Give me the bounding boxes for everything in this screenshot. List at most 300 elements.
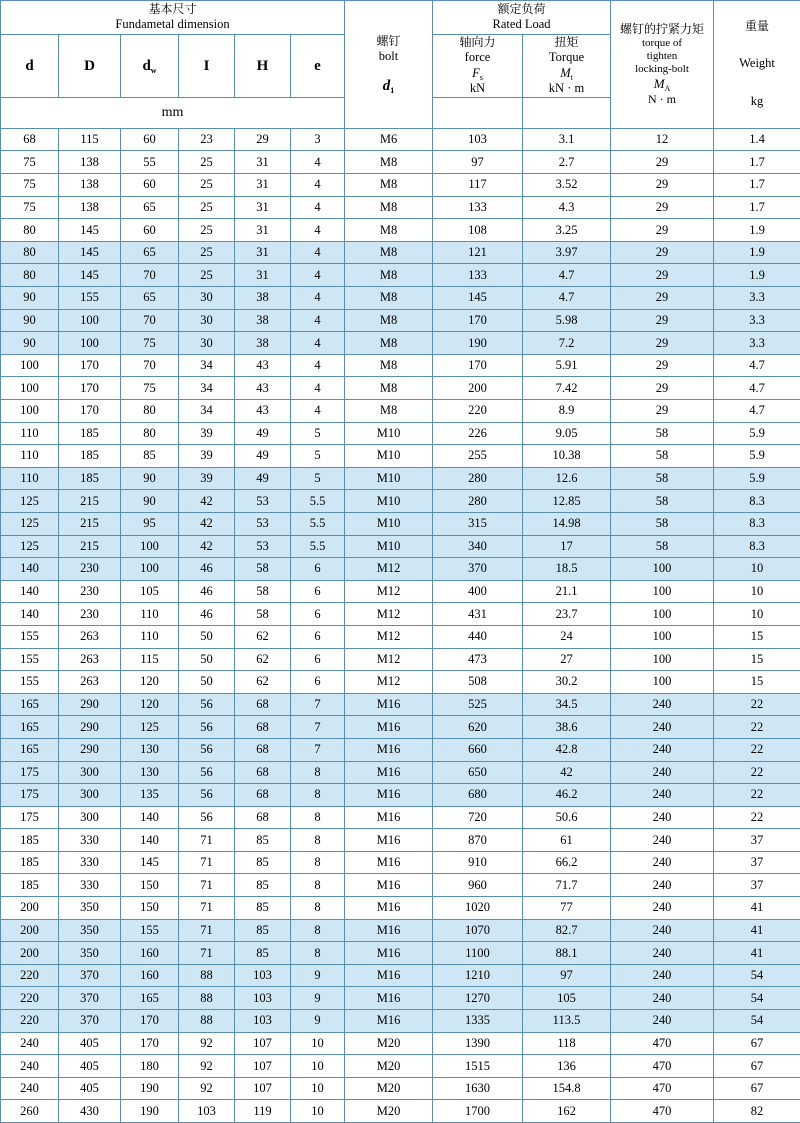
table-cell: 34.5 xyxy=(523,693,611,716)
table-cell: 9 xyxy=(291,1010,345,1033)
table-cell: 1335 xyxy=(433,1010,523,1033)
table-row xyxy=(1,535,800,558)
table-cell: 220 xyxy=(433,400,523,423)
table-cell: 46 xyxy=(179,580,235,603)
table-cell: M12 xyxy=(345,648,433,671)
table-cell: 5.5 xyxy=(291,535,345,558)
table-cell: 56 xyxy=(179,806,235,829)
header-col-force-en: force xyxy=(433,50,522,66)
table-cell: 82.7 xyxy=(523,919,611,942)
table-cell: 85 xyxy=(235,851,291,874)
table-cell: 46 xyxy=(179,603,235,626)
table-cell: 100 xyxy=(611,558,714,581)
table-cell: 60 xyxy=(121,219,179,242)
table-cell: 68 xyxy=(235,761,291,784)
table-cell: 34 xyxy=(179,400,235,423)
table-cell: 120 xyxy=(121,671,179,694)
table-cell: 215 xyxy=(59,535,121,558)
header-tighten-torque-cn: 螺钉的拧紧力矩 xyxy=(611,22,713,37)
table-cell: 1.7 xyxy=(714,174,800,197)
table-cell: 240 xyxy=(611,897,714,920)
header-col-I xyxy=(179,35,235,98)
table-cell: 240 xyxy=(611,806,714,829)
table-cell: 5.5 xyxy=(291,490,345,513)
table-cell: 31 xyxy=(235,219,291,242)
table-cell: 240 xyxy=(611,964,714,987)
table-cell: M12 xyxy=(345,580,433,603)
table-cell: 140 xyxy=(1,603,59,626)
table-row xyxy=(1,580,800,603)
table-cell: 25 xyxy=(179,219,235,242)
table-row xyxy=(1,422,800,445)
table-cell: 7 xyxy=(291,693,345,716)
table-cell: M16 xyxy=(345,964,433,987)
table-cell: 240 xyxy=(611,784,714,807)
table-cell: 150 xyxy=(121,897,179,920)
table-cell: 34 xyxy=(179,377,235,400)
table-cell: 7.2 xyxy=(523,332,611,355)
table-cell: 6 xyxy=(291,558,345,581)
table-cell: M20 xyxy=(345,1032,433,1055)
table-cell: 100 xyxy=(59,332,121,355)
table-cell: 8.3 xyxy=(714,490,800,513)
table-row xyxy=(1,400,800,423)
table-cell: 54 xyxy=(714,987,800,1010)
table-cell: 200 xyxy=(1,919,59,942)
table-cell: 34 xyxy=(179,354,235,377)
table-cell: M10 xyxy=(345,512,433,535)
table-cell: 42 xyxy=(523,761,611,784)
table-cell: 75 xyxy=(121,377,179,400)
table-cell: M8 xyxy=(345,400,433,423)
table-cell: 125 xyxy=(1,490,59,513)
header-weight-en: Weight xyxy=(714,56,800,72)
table-cell: 62 xyxy=(235,648,291,671)
table-cell: 4.7 xyxy=(523,287,611,310)
table-cell: 38.6 xyxy=(523,716,611,739)
table-cell: 6 xyxy=(291,671,345,694)
table-cell: 24 xyxy=(523,625,611,648)
table-cell: 56 xyxy=(179,693,235,716)
table-cell: 58 xyxy=(611,422,714,445)
table-cell: 190 xyxy=(121,1077,179,1100)
table-cell: 29 xyxy=(611,400,714,423)
table-cell: 41 xyxy=(714,942,800,965)
table-cell: 119 xyxy=(235,1100,291,1123)
table-cell: 5.9 xyxy=(714,467,800,490)
table-cell: 27 xyxy=(523,648,611,671)
table-cell: 103 xyxy=(235,964,291,987)
table-row xyxy=(1,196,800,219)
table-cell: 25 xyxy=(179,196,235,219)
table-cell: 68 xyxy=(235,784,291,807)
table-cell: 3.3 xyxy=(714,287,800,310)
table-cell: 220 xyxy=(1,1010,59,1033)
table-cell: 103 xyxy=(235,987,291,1010)
table-cell: 115 xyxy=(59,128,121,151)
table-cell: 870 xyxy=(433,829,523,852)
table-cell: M10 xyxy=(345,467,433,490)
header-col-force-symbol: $F_s$ xyxy=(433,66,522,82)
table-cell: 29 xyxy=(611,241,714,264)
table-cell: 62 xyxy=(235,625,291,648)
header-col-H-symbol: H xyxy=(257,58,269,74)
table-cell: 55 xyxy=(121,151,179,174)
table-cell: 80 xyxy=(121,422,179,445)
table-cell: 165 xyxy=(1,738,59,761)
table-cell: M16 xyxy=(345,784,433,807)
table-cell: 92 xyxy=(179,1055,235,1078)
table-cell: 4.7 xyxy=(523,264,611,287)
table-cell: 125 xyxy=(1,512,59,535)
table-cell: 82 xyxy=(714,1100,800,1123)
header-force-spacer xyxy=(433,97,523,128)
table-cell: 54 xyxy=(714,1010,800,1033)
table-cell: 75 xyxy=(1,196,59,219)
table-cell: 23.7 xyxy=(523,603,611,626)
table-cell: 31 xyxy=(235,174,291,197)
table-cell: 170 xyxy=(59,400,121,423)
table-cell: 240 xyxy=(611,1010,714,1033)
table-cell: 80 xyxy=(1,241,59,264)
table-cell: M8 xyxy=(345,332,433,355)
table-cell: 140 xyxy=(121,806,179,829)
table-cell: 70 xyxy=(121,309,179,332)
table-cell: 185 xyxy=(59,445,121,468)
table-row xyxy=(1,558,800,581)
table-cell: 31 xyxy=(235,241,291,264)
table-row xyxy=(1,354,800,377)
header-col-force xyxy=(433,35,523,98)
table-row xyxy=(1,829,800,852)
table-row xyxy=(1,174,800,197)
table-cell: 22 xyxy=(714,738,800,761)
header-col-I-symbol: I xyxy=(204,58,210,74)
table-cell: 46 xyxy=(179,558,235,581)
table-cell: 85 xyxy=(235,829,291,852)
table-cell: 12 xyxy=(611,128,714,151)
table-cell: 90 xyxy=(121,490,179,513)
table-row xyxy=(1,1010,800,1033)
table-cell: 110 xyxy=(1,467,59,490)
table-cell: 10 xyxy=(291,1032,345,1055)
table-cell: 370 xyxy=(59,1010,121,1033)
table-cell: 65 xyxy=(121,196,179,219)
table-row xyxy=(1,264,800,287)
table-cell: 100 xyxy=(611,625,714,648)
table-cell: 440 xyxy=(433,625,523,648)
table-row xyxy=(1,151,800,174)
table-cell: 4 xyxy=(291,264,345,287)
table-row xyxy=(1,761,800,784)
table-cell: 162 xyxy=(523,1100,611,1123)
table-cell: 5.5 xyxy=(291,512,345,535)
header-col-d-symbol: d xyxy=(25,58,33,74)
header-col-e xyxy=(291,35,345,98)
table-cell: 31 xyxy=(235,151,291,174)
table-cell: 15 xyxy=(714,671,800,694)
header-weight xyxy=(714,1,800,129)
table-cell: 155 xyxy=(1,625,59,648)
table-cell: 30 xyxy=(179,287,235,310)
table-cell: M16 xyxy=(345,942,433,965)
table-cell: 240 xyxy=(611,874,714,897)
table-cell: 29 xyxy=(611,287,714,310)
header-group-row xyxy=(1,1,800,35)
table-row xyxy=(1,897,800,920)
header-bolt-cn: 螺钉 xyxy=(345,34,432,49)
table-cell: 140 xyxy=(1,558,59,581)
table-cell: 42.8 xyxy=(523,738,611,761)
table-cell: 50 xyxy=(179,648,235,671)
table-cell: 22 xyxy=(714,784,800,807)
table-cell: 50 xyxy=(179,625,235,648)
table-cell: 473 xyxy=(433,648,523,671)
table-cell: 185 xyxy=(1,874,59,897)
table-cell: 370 xyxy=(59,964,121,987)
table-cell: 117 xyxy=(433,174,523,197)
table-cell: 50.6 xyxy=(523,806,611,829)
table-cell: M20 xyxy=(345,1077,433,1100)
table-cell: 14.98 xyxy=(523,512,611,535)
table-cell: 29 xyxy=(611,332,714,355)
table-cell: 660 xyxy=(433,738,523,761)
table-cell: 4 xyxy=(291,151,345,174)
table-cell: 430 xyxy=(59,1100,121,1123)
table-cell: 10 xyxy=(714,580,800,603)
table-cell: 8.3 xyxy=(714,535,800,558)
table-cell: 18.5 xyxy=(523,558,611,581)
table-cell: 300 xyxy=(59,806,121,829)
table-cell: 910 xyxy=(433,851,523,874)
table-cell: M16 xyxy=(345,806,433,829)
table-cell: 240 xyxy=(611,738,714,761)
table-cell: M8 xyxy=(345,196,433,219)
table-cell: 315 xyxy=(433,512,523,535)
table-cell: 85 xyxy=(235,942,291,965)
table-cell: 155 xyxy=(1,671,59,694)
header-col-force-unit: kN xyxy=(433,81,522,97)
header-bolt-symbol: $d_1$ xyxy=(345,78,432,95)
table-cell: 80 xyxy=(1,264,59,287)
table-cell: 5 xyxy=(291,422,345,445)
table-row xyxy=(1,874,800,897)
table-cell: 3.1 xyxy=(523,128,611,151)
table-cell: 68 xyxy=(235,738,291,761)
table-cell: 405 xyxy=(59,1077,121,1100)
table-cell: 230 xyxy=(59,603,121,626)
table-cell: 5.9 xyxy=(714,445,800,468)
table-cell: 30 xyxy=(179,332,235,355)
table-row xyxy=(1,309,800,332)
table-cell: 85 xyxy=(235,919,291,942)
table-cell: 370 xyxy=(59,987,121,1010)
table-cell: 42 xyxy=(179,490,235,513)
table-cell: 130 xyxy=(121,761,179,784)
table-row xyxy=(1,1032,800,1055)
table-cell: 85 xyxy=(235,897,291,920)
table-cell: 68 xyxy=(235,806,291,829)
table-cell: 8 xyxy=(291,851,345,874)
table-cell: 71.7 xyxy=(523,874,611,897)
table-cell: M8 xyxy=(345,287,433,310)
table-cell: 29 xyxy=(611,151,714,174)
header-basic-dimension xyxy=(1,1,345,35)
table-cell: 200 xyxy=(1,942,59,965)
table-cell: 6 xyxy=(291,648,345,671)
header-rated-load-en: Rated Load xyxy=(433,17,610,33)
table-cell: 37 xyxy=(714,851,800,874)
table-cell: 103 xyxy=(433,128,523,151)
table-cell: 220 xyxy=(1,987,59,1010)
header-torque-spacer xyxy=(523,97,611,128)
table-cell: 10 xyxy=(714,558,800,581)
table-cell: 100 xyxy=(121,535,179,558)
table-cell: 240 xyxy=(611,716,714,739)
table-cell: 56 xyxy=(179,784,235,807)
table-cell: 5.9 xyxy=(714,422,800,445)
table-cell: 29 xyxy=(611,377,714,400)
table-cell: 226 xyxy=(433,422,523,445)
table-cell: 165 xyxy=(1,716,59,739)
table-cell: 58 xyxy=(611,490,714,513)
table-cell: 22 xyxy=(714,693,800,716)
header-col-torque xyxy=(523,35,611,98)
table-cell: 160 xyxy=(121,964,179,987)
table-cell: 175 xyxy=(1,761,59,784)
table-cell: 8 xyxy=(291,919,345,942)
table-cell: 140 xyxy=(1,580,59,603)
table-cell: 71 xyxy=(179,829,235,852)
table-cell: M10 xyxy=(345,490,433,513)
table-body xyxy=(1,128,800,1122)
table-cell: 58 xyxy=(611,512,714,535)
table-cell: 240 xyxy=(611,919,714,942)
table-cell: M6 xyxy=(345,128,433,151)
table-cell: 263 xyxy=(59,671,121,694)
table-cell: 58 xyxy=(611,467,714,490)
table-cell: 8 xyxy=(291,784,345,807)
table-cell: 43 xyxy=(235,377,291,400)
table-cell: 5.98 xyxy=(523,309,611,332)
table-cell: 170 xyxy=(433,309,523,332)
table-cell: 6 xyxy=(291,625,345,648)
table-cell: 107 xyxy=(235,1055,291,1078)
table-cell: 3 xyxy=(291,128,345,151)
table-cell: 29 xyxy=(611,174,714,197)
table-cell: M16 xyxy=(345,987,433,1010)
header-col-torque-cn: 扭矩 xyxy=(523,35,610,50)
table-cell: 330 xyxy=(59,874,121,897)
table-cell: 400 xyxy=(433,580,523,603)
table-cell: 3.97 xyxy=(523,241,611,264)
table-cell: 37 xyxy=(714,874,800,897)
table-cell: 10 xyxy=(291,1055,345,1078)
table-row xyxy=(1,377,800,400)
table-cell: 3.3 xyxy=(714,332,800,355)
table-cell: M16 xyxy=(345,851,433,874)
table-cell: 190 xyxy=(121,1100,179,1123)
table-cell: 230 xyxy=(59,580,121,603)
table-cell: 4 xyxy=(291,287,345,310)
table-cell: M8 xyxy=(345,151,433,174)
table-cell: 49 xyxy=(235,445,291,468)
table-cell: 17 xyxy=(523,535,611,558)
table-cell: M8 xyxy=(345,377,433,400)
table-cell: 170 xyxy=(59,354,121,377)
table-cell: 240 xyxy=(611,829,714,852)
table-row xyxy=(1,512,800,535)
table-cell: 330 xyxy=(59,829,121,852)
table-cell: 138 xyxy=(59,174,121,197)
table-cell: 42 xyxy=(179,512,235,535)
table-cell: M16 xyxy=(345,897,433,920)
table-cell: 680 xyxy=(433,784,523,807)
table-row xyxy=(1,942,800,965)
table-row xyxy=(1,919,800,942)
table-cell: 4 xyxy=(291,219,345,242)
header-col-torque-en: Torque xyxy=(523,50,610,66)
table-cell: M16 xyxy=(345,874,433,897)
table-cell: 1.9 xyxy=(714,264,800,287)
table-cell: 90 xyxy=(1,332,59,355)
table-cell: 155 xyxy=(59,287,121,310)
table-cell: 25 xyxy=(179,241,235,264)
table-cell: 133 xyxy=(433,264,523,287)
table-cell: 100 xyxy=(1,354,59,377)
table-cell: 10.38 xyxy=(523,445,611,468)
table-row xyxy=(1,603,800,626)
table-row xyxy=(1,671,800,694)
table-cell: 8 xyxy=(291,942,345,965)
table-cell: 70 xyxy=(121,264,179,287)
table-cell: 215 xyxy=(59,490,121,513)
table-cell: 49 xyxy=(235,422,291,445)
table-cell: 22 xyxy=(714,716,800,739)
table-cell: 300 xyxy=(59,761,121,784)
table-cell: 68 xyxy=(235,716,291,739)
table-cell: 1.4 xyxy=(714,128,800,151)
header-col-force-cn: 轴向力 xyxy=(433,35,522,50)
table-cell: 1.7 xyxy=(714,196,800,219)
table-row xyxy=(1,693,800,716)
table-cell: 8 xyxy=(291,761,345,784)
table-cell: 470 xyxy=(611,1077,714,1100)
table-cell: 110 xyxy=(1,445,59,468)
table-row xyxy=(1,716,800,739)
table-cell: 77 xyxy=(523,897,611,920)
table-cell: 720 xyxy=(433,806,523,829)
table-cell: 185 xyxy=(59,467,121,490)
table-cell: 185 xyxy=(59,422,121,445)
table-cell: 4 xyxy=(291,196,345,219)
table-cell: 6 xyxy=(291,580,345,603)
table-cell: 150 xyxy=(121,874,179,897)
table-cell: 263 xyxy=(59,625,121,648)
table-cell: 71 xyxy=(179,942,235,965)
table-cell: M12 xyxy=(345,558,433,581)
table-cell: 290 xyxy=(59,738,121,761)
table-cell: 7 xyxy=(291,738,345,761)
table-cell: 185 xyxy=(1,851,59,874)
table-cell: 145 xyxy=(59,241,121,264)
table-cell: 25 xyxy=(179,174,235,197)
table-cell: 120 xyxy=(121,693,179,716)
table-cell: 41 xyxy=(714,919,800,942)
table-cell: 405 xyxy=(59,1055,121,1078)
table-cell: 125 xyxy=(1,535,59,558)
table-row xyxy=(1,241,800,264)
